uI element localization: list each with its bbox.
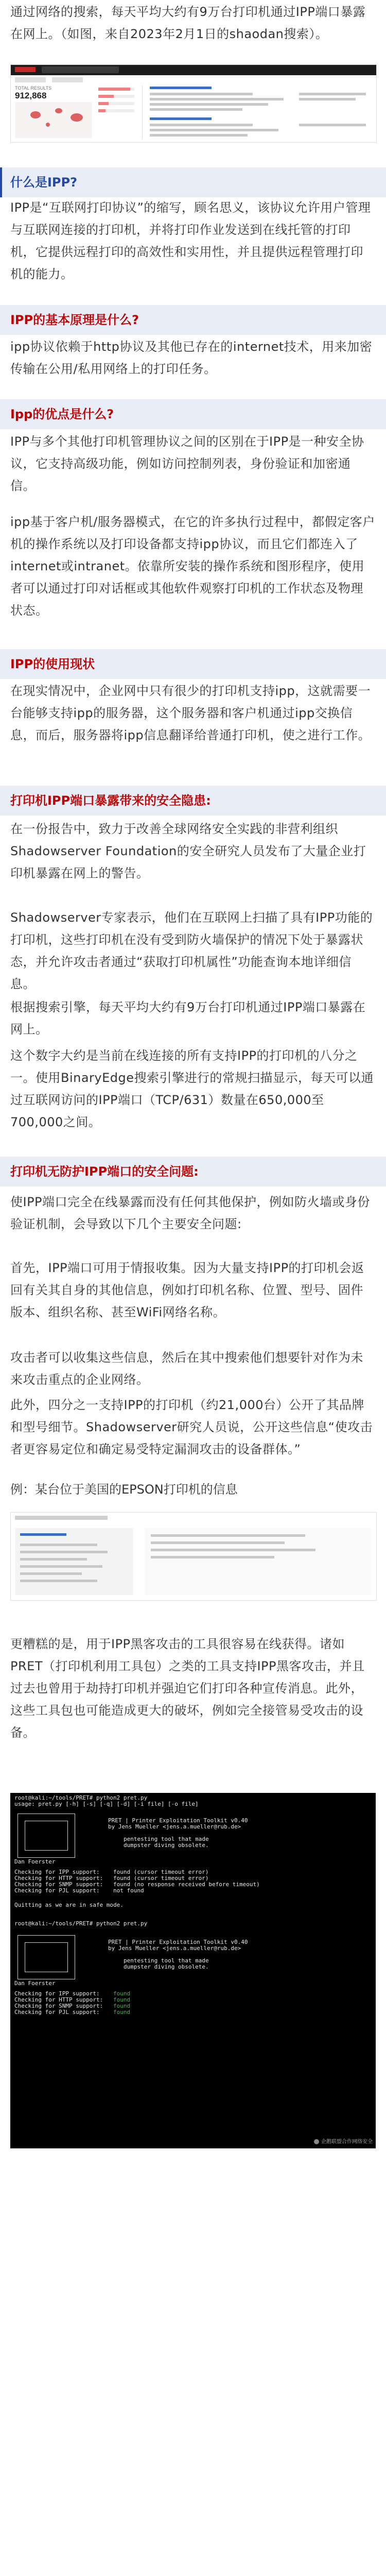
heading-unprotected: 打印机无防护IPP端口的安全问题: <box>0 1157 386 1187</box>
what-is-ipp-body: IPP是“互联网打印协议”的缩写，顾名思义，该协议允许用户管理与互联网连接的打印机，并将打印作业发送到在线托管的打印机，它提供远程打印的高效性和实用性，并且提供远程管理打印机的能力。 <box>10 200 371 281</box>
ascii-printer-art <box>25 1821 68 1851</box>
watermark <box>314 2139 373 2145</box>
shodan-logo <box>15 67 36 72</box>
basic-principle-body: ipp协议依赖于http协议及其他已存在的internet技术，用来加密传输在公用/私用网络上的打印任务。 <box>10 340 373 376</box>
advantages-body-2: ipp基于客户机/服务器模式，在它的许多执行过程中，都假定客户机的操作系统以及打印设备都支持ipp协议，而且它们都连入了internet或intranet。依靠所安装的操作系统和图形程序，使用者可以通过打印对话框或其他软件观察打印机的工作状态及物理状态。 <box>10 515 375 618</box>
exposure-body-3: 根据搜索引擎，每天平均大约有9万台打印机通过IPP端口暴露在网上。 <box>10 1000 366 1037</box>
check-http-2: Checking for HTTP support: <box>14 1996 103 2003</box>
shodan-search-box <box>42 66 119 73</box>
check-pjl-result-2: found <box>113 2009 131 2015</box>
example-caption: 例：某台位于美国的EPSON打印机的信息 <box>10 1482 238 1497</box>
unprotected-body-1: 使IPP端口完全在线暴露而没有任何其他保护，例如防火墙或身份验证机制，会导致以下几个主要安全问题: <box>10 1195 371 1231</box>
check-pjl-result: not found <box>113 1887 144 1894</box>
heading-basic-principle: IPP的基本原理是什么? <box>0 305 386 335</box>
unprotected-body-2: 首先，IPP端口可用于情报收集。因为大量支持IPP的打印机会返回有关其自身的其他信息，例如打印机名称、位置、型号、固件版本、组织名称、甚至WiFi网络名称。 <box>10 1261 364 1319</box>
stat-bar <box>98 95 134 98</box>
unprotected-body-5: 更糟糕的是，用于IPP黑客攻击的工具很容易在线获得。诸如PRET（打印机利用工具包）之类的工具支持IPP黑客攻击，并且过去也曾用于劫持打印机并强迫它们打印各种宣传消息。此外，这些工具包也可能造成更大的破坏，例如完全接管易受攻击的设备。 <box>10 1637 365 1740</box>
shodan-top-bar <box>11 65 376 75</box>
banner-quote-2: dumpster diving obsolete. <box>124 1842 209 1849</box>
terminal-screenshot <box>10 1793 376 2148</box>
map-hotspot <box>30 111 41 118</box>
stat-bar <box>98 102 134 105</box>
check-snmp-result-2: found <box>113 2003 131 2009</box>
watermark-text: 企鹅联盟合作网络安全 <box>321 2139 373 2145</box>
advantages-body-1: IPP与多个其他打印机管理协议之间的区别在于IPP是一种安全协议，它支持高级功能，例如访问控制列表，身份验证和加密通信。 <box>10 434 364 493</box>
map-hotspot <box>55 108 62 113</box>
heading-what-is-ipp: 什么是IPP? <box>0 167 386 197</box>
result-title <box>150 87 212 89</box>
heading-exposure-risk: 打印机IPP端口暴露带来的安全隐患: <box>0 786 386 816</box>
shodan-screenshot <box>10 64 377 143</box>
banner-quote-1b: pentesting tool that made <box>124 1957 209 1964</box>
unprotected-body-4: 此外，四分之一支持IPP的打印机（约21,000台）公开了其品牌和型号细节。Shadowserver研究人员说，公开这些信息“使攻击者更容易定位和确定易受特定漏洞攻击的设备群体。” <box>10 1398 373 1456</box>
terminal-credit: Dan Foerster <box>14 1858 56 1865</box>
terminal-usage: usage: pret.py [-h] [-s] [-q] [-d] [-i file] [-o file] <box>14 1801 199 1807</box>
banner-title: PRET | Printer Exploitation Toolkit v0.40 <box>108 1817 248 1824</box>
exposure-body-1: 在一份报告中，致力于改善全球网络安全实践的非营利组织Shadowserver Foundation的安全研究人员发布了大量企业打印机暴露在网上的警告。 <box>10 822 366 880</box>
usage-body: 在现实情况中，企业网中只有很少的打印机支持ipp，这就需要一台能够支持ipp的服务器，这个服务器和客户机通过ipp交换信息，而后，服务器将ipp信息翻译给普通打印机，使之进行工作。 <box>10 684 371 742</box>
check-http-result: found (cursor timeout error) <box>113 1875 209 1882</box>
check-snmp-result: found (no response received before timeout) <box>113 1881 260 1888</box>
intro-text: 通过网络的搜索，每天平均大约有9万台打印机通过IPP端口暴露在网上。（如图，来自2023年2月1日的shaodan搜索）。 <box>10 5 366 41</box>
check-ipp-result: found (cursor timeout error) <box>113 1869 209 1875</box>
check-snmp: Checking for SNMP support: <box>14 1881 103 1888</box>
total-results-label: TOTAL RESULTS <box>15 86 52 91</box>
world-map <box>15 102 92 138</box>
heading-advantages: Ipp的优点是什么? <box>0 399 386 429</box>
terminal-prompt: root@kali:~/tools/PRET# python2 pret.py <box>14 1794 148 1801</box>
terminal-prompt-2: root@kali:~/tools/PRET# python2 pret.py <box>14 1920 148 1927</box>
shodan-tab <box>15 77 46 82</box>
stat-bar <box>98 109 134 112</box>
check-ipp-2: Checking for IPP support: <box>14 1990 100 1997</box>
check-ipp-result-2: found <box>113 1990 131 1997</box>
stat-bar <box>98 88 134 91</box>
banner-quote-1: pentesting tool that made <box>124 1836 209 1842</box>
banner-author-2: by Jens Mueller <jens.a.mueller@rub.de> <box>108 1945 241 1952</box>
heading-usage: IPP的使用现状 <box>0 649 386 679</box>
terminal-credit-2: Dan Foerster <box>14 1980 56 1987</box>
banner-author: by Jens Mueller <jens.a.mueller@rub.de> <box>108 1823 241 1830</box>
epson-info-screenshot <box>10 1512 377 1601</box>
check-pjl: Checking for PJL support: <box>14 1887 100 1894</box>
check-pjl-2: Checking for PJL support: <box>14 2009 100 2015</box>
shodan-tab <box>52 77 83 82</box>
check-http: Checking for HTTP support: <box>14 1875 103 1882</box>
watermark-logo-icon <box>314 2139 319 2144</box>
banner-quote-2b: dumpster diving obsolete. <box>124 1963 209 1970</box>
result-title <box>150 117 212 120</box>
banner-title-2: PRET | Printer Exploitation Toolkit v0.40 <box>108 1939 248 1945</box>
map-hotspot <box>71 113 83 122</box>
exposure-body-4: 这个数字大约是当前在线连接的所有支持IPP的打印机的八分之一。使用BinaryEdge搜索引擎进行的常规扫描显示，每天可以通过互联网访问的IPP端口（TCP/631）数量在650,000至700,000之间。 <box>10 1048 374 1129</box>
exposure-body-2: Shadowserver专家表示，他们在互联网上扫描了具有IPP功能的打印机，这些打印机在没有受到防火墙保护的情况下处于暴露状态，并允许攻击者通过“获取打印机属性”功能查询本地详细信息。 <box>10 910 373 991</box>
check-snmp-2: Checking for SNMP support: <box>14 2003 103 2009</box>
terminal-quitting: Quitting as we are in safe mode. <box>14 1902 124 1908</box>
unprotected-body-3: 攻击者可以收集这些信息，然后在其中搜索他们想要针对作为未来攻击重点的企业网络。 <box>10 1350 363 1387</box>
ascii-printer-art <box>25 1942 68 1972</box>
map-hotspot <box>46 123 50 127</box>
total-results-value: 912,868 <box>15 91 47 100</box>
check-http-result-2: found <box>113 1996 131 2003</box>
check-ipp: Checking for IPP support: <box>14 1869 100 1875</box>
